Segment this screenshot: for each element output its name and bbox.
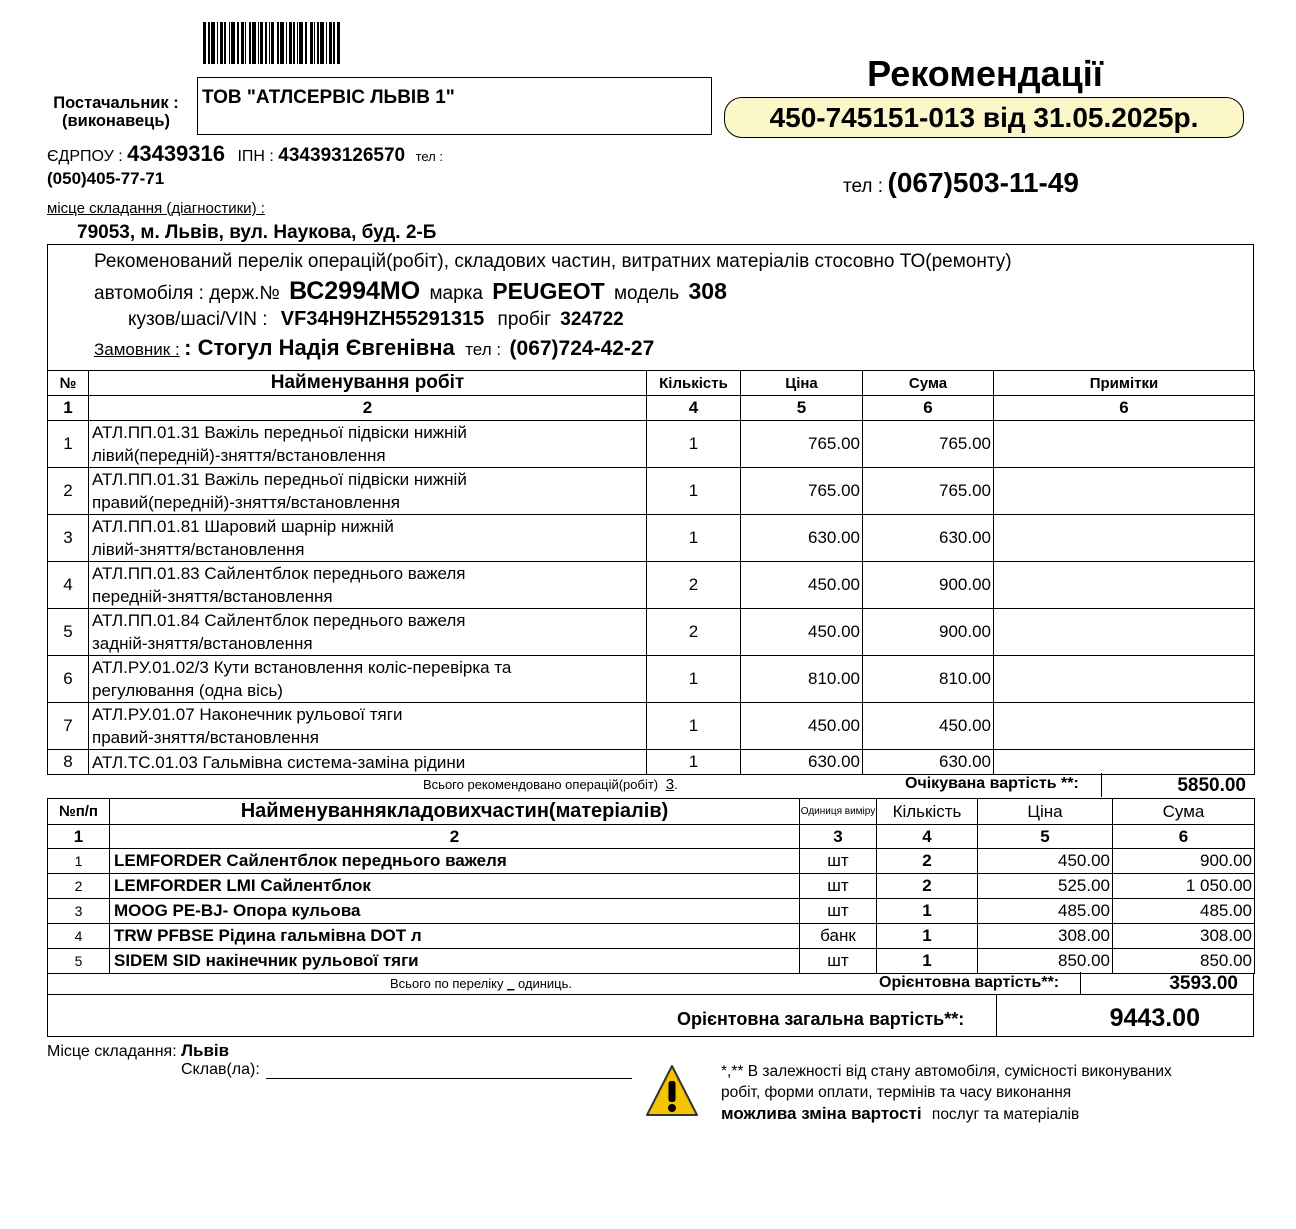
divider (1101, 773, 1102, 797)
table-row: 3 MOOG PE-BJ- Опора кульова шт 1 485.00 485.00 (48, 899, 1255, 924)
total-operations: Всього рекомендовано операцій(робіт) 3. (423, 776, 678, 793)
customer-line: Замовник : : Стогул Надія Євгенівна тел : (067)724-42-27 (94, 335, 655, 360)
place-label: місце складання (діагностики) : (47, 200, 265, 217)
supplier-phone: (050)405-77-71 (47, 169, 165, 188)
expected-cost-label: Очікувана вартість **: (905, 775, 1079, 792)
plate-number: ВС2994МО (289, 277, 421, 305)
grand-total-row (47, 995, 1254, 1037)
col-sum-header: Сума (863, 371, 994, 396)
col-unit-header: Одиниця виміру (800, 799, 877, 825)
table-row: 2 АТЛ.ПП.01.31 Важіль передньої підвіски нижній правий(передній)-зняття/встановлення 1 765.00 765.00 (48, 468, 1255, 515)
parts-total-count: Всього по переліку _ одиниць. (390, 976, 573, 991)
table-row: 4 АТЛ.ПП.01.83 Сайлентблок переднього важеля передній-зняття/встановлення 2 450.00 900.00 (48, 562, 1255, 609)
works-index-row: 1 2 4 5 6 6 (48, 396, 1255, 421)
vehicle-model: 308 (688, 278, 727, 304)
col-number-header: № (48, 371, 89, 396)
parts-index-row: 1 2 3 4 5 6 (48, 825, 1255, 849)
works-table (47, 370, 1255, 775)
table-row: 2 LEMFORDER LMI Сайлентблок шт 2 525.00 1 050.00 (48, 874, 1255, 899)
col-number-header: №п/п (48, 799, 110, 825)
vehicle-info (47, 244, 1254, 371)
place-line: Місце складання: Львів (47, 1041, 230, 1060)
mileage: 324722 (560, 309, 624, 330)
vehicle-brand: PEUGEOT (492, 278, 605, 304)
expected-cost-value: 5850.00 (1177, 775, 1246, 796)
warning-triangle-icon (645, 1063, 699, 1119)
edrpou: 43439316 (127, 141, 225, 166)
col-qty-header: Кількість (877, 799, 978, 825)
price-change-note: *,** В залежності від стану автомобіля, сумісності виконуваних робіт, форми оплати, термінів та часу виконання можлива зміна вартості послуг та матеріалів (721, 1063, 1172, 1123)
col-notes-header: Примітки (994, 371, 1255, 396)
table-row: 5 АТЛ.ПП.01.84 Сайлентблок переднього важеля задній-зняття/встановлення 2 450.00 900.00 (48, 609, 1255, 656)
col-work-name-header: Найменування робіт (89, 371, 647, 396)
main-phone: (067)503-11-49 (887, 167, 1080, 198)
divider (996, 995, 997, 1036)
table-row: 7 АТЛ.РУ.01.07 Наконечник рульової тяги правий-зняття/встановлення 1 450.00 450.00 (48, 703, 1255, 750)
table-row: 6 АТЛ.РУ.01.02/3 Кути встановлення коліс-перевірка та регулювання (одна вісь) 1 810.00 810.00 (48, 656, 1255, 703)
col-price-header: Ціна (741, 371, 863, 396)
approx-cost-value: 3593.00 (1169, 973, 1238, 994)
parts-total-row (47, 973, 1254, 995)
table-row: 5 SIDEM SID накінечник рульової тяги шт 1 850.00 850.00 (48, 949, 1255, 974)
customer-name: : Стогул Надія Євгенівна (184, 335, 455, 360)
table-row: 1 АТЛ.ПП.01.31 Важіль передньої підвіски нижній лівий(передній)-зняття/встановлення 1 765.00 765.00 (48, 421, 1255, 468)
vehicle-line: автомобіля : держ.№ ВС2994МО марка PEUGEOT модель 308 (94, 277, 727, 305)
ipn: 434393126570 (278, 145, 406, 166)
parts-header-row (48, 799, 1255, 825)
customer-phone: (067)724-42-27 (509, 337, 655, 360)
parts-table (47, 798, 1255, 974)
table-row: 4 TRW PFBSE Рідина гальмівна DOT л банк 1 308.00 308.00 (48, 924, 1255, 949)
approx-cost-label: Орієнтовна вартість**: (879, 974, 1060, 991)
intro-text: Рекоменований перелік операцій(робіт), складових частин, витратних матеріалів стосовно ТО(ремонту) (94, 251, 1012, 272)
barcode (203, 22, 381, 64)
supplier-name: ТОВ "АТЛСЕРВІС ЛЬВІВ 1" (202, 87, 455, 108)
document-number: 450-745151-013 від 31.05.2025р. (724, 97, 1244, 138)
table-row: 3 АТЛ.ПП.01.81 Шаровий шарнір нижній лівий-зняття/встановлення 1 630.00 630.00 (48, 515, 1255, 562)
vin-line: кузов/шасі/VIN : VF34H9HZH55291315 пробіг 324722 (128, 308, 624, 330)
table-row: 8 АТЛ.ТС.01.03 Гальмівна система-заміна рідини 1 630.00 630.00 (48, 750, 1255, 775)
signature-field (266, 1064, 632, 1079)
supplier-label: Постачальник : (виконавець) (53, 94, 179, 130)
col-part-name-header: Найменуваннякладовихчастин(матеріалів) (110, 799, 800, 825)
divider (1080, 972, 1081, 994)
supplier-name-box (197, 77, 712, 135)
vin: VF34H9HZH55291315 (280, 308, 485, 330)
col-price-header: Ціна (978, 799, 1113, 825)
col-qty-header: Кількість (647, 371, 741, 396)
col-sum-header: Сума (1113, 799, 1255, 825)
tax-ids: ЄДРПОУ : 43439316 ІПН : 434393126570 тел : (47, 141, 443, 166)
main-phone-line: тел : (067)503-11-49 (843, 167, 1080, 198)
address: 79053, м. Львів, вул. Наукова, буд. 2-Б (77, 222, 437, 243)
grand-total-value: 9443.00 (1109, 1004, 1200, 1032)
grand-total-label: Орієнтовна загальна вартість**: (677, 1009, 965, 1029)
signature-line: Склав(ла): (181, 1061, 632, 1079)
works-header-row (48, 371, 1255, 396)
page-title: Рекомендації (867, 53, 1103, 94)
table-row: 1 LEMFORDER Сайлентблок переднього важеля шт 2 450.00 900.00 (48, 849, 1255, 874)
place-value: Львів (181, 1041, 230, 1060)
